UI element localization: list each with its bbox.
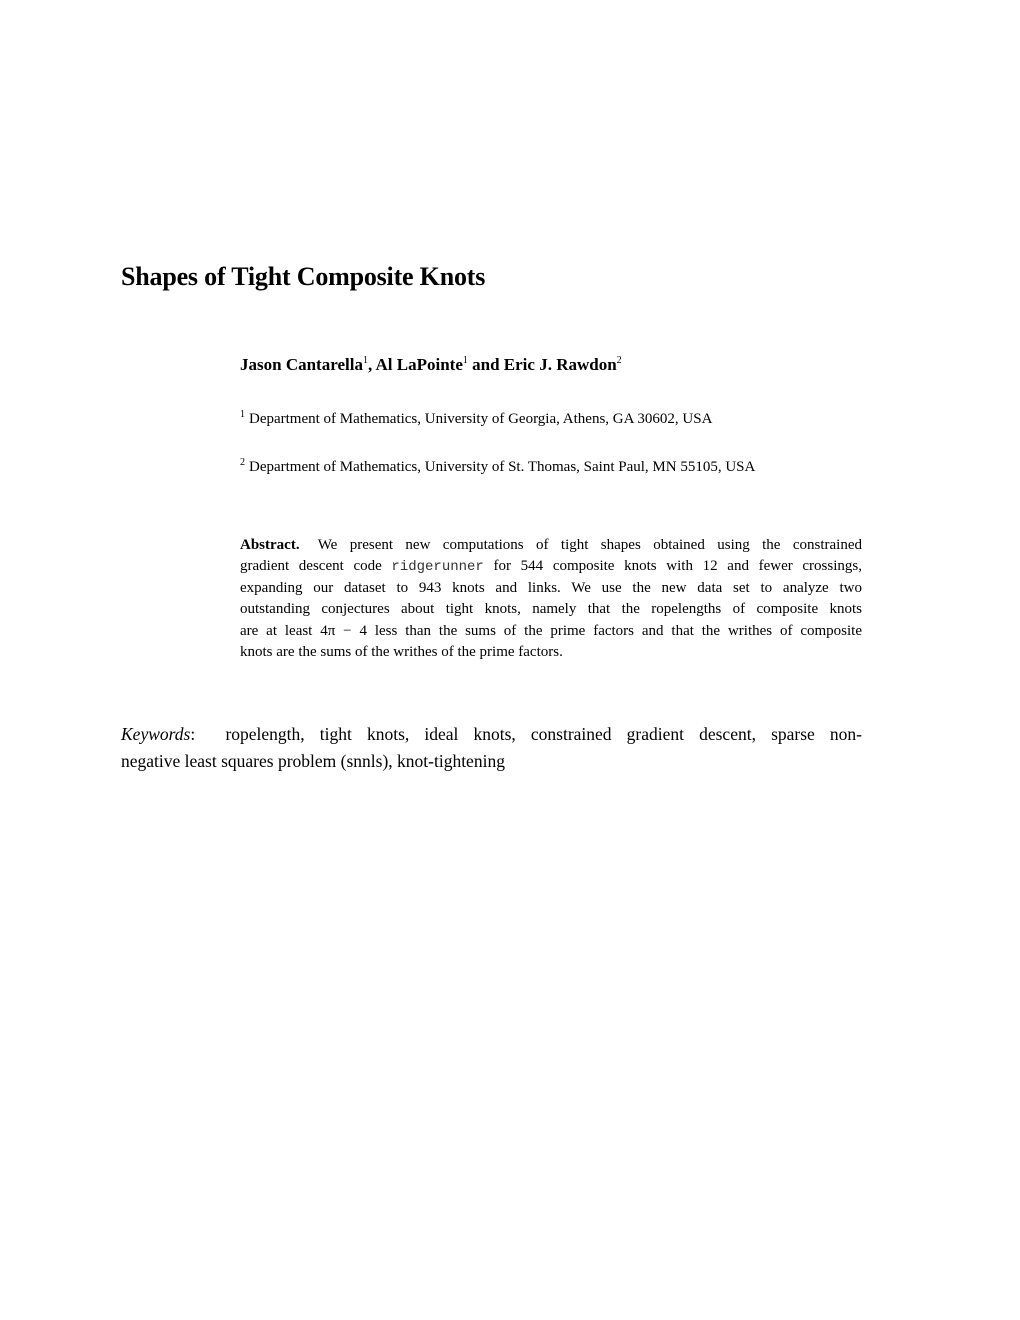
math-expression: 4π − 4 xyxy=(320,622,367,639)
affiliation-mark: 2 xyxy=(240,457,245,468)
author-name: Jason Cantarella xyxy=(240,355,363,374)
affiliation-text: Department of Mathematics, University of Georgia, Athens, GA 30602, USA xyxy=(249,411,713,427)
abstract-line xyxy=(240,556,862,577)
author-list xyxy=(240,355,622,375)
abstract-line xyxy=(240,535,862,556)
affiliation-text: Department of Mathematics, University of St. Thomas, Saint Paul, MN 55105, USA xyxy=(249,459,756,475)
abstract-text: are at least xyxy=(240,622,321,639)
affiliation-mark: 1 xyxy=(240,409,245,420)
keywords-label: Keywords xyxy=(121,724,191,744)
author-name: Al LaPointe xyxy=(375,355,463,374)
abstract-line: expanding our dataset to 943 knots and links. We use the new data set to analyze two xyxy=(240,579,862,596)
author-separator: , xyxy=(367,355,376,374)
abstract-text: less than the sums of the prime factors and that the writhes of composite xyxy=(366,622,862,639)
affiliation-marker: 1 xyxy=(462,355,468,366)
affiliation-marker: 2 xyxy=(616,355,622,366)
abstract-label: Abstract. xyxy=(240,537,300,553)
abstract-text: for 544 composite knots with 12 and fewer crossings, xyxy=(483,558,862,575)
affiliation xyxy=(240,459,755,476)
author-name: Eric J. Rawdon xyxy=(503,355,617,374)
abstract-line: knots are the sums of the writhes of the prime factors. xyxy=(240,643,563,660)
abstract-line xyxy=(240,621,862,642)
affiliation-marker: 1 xyxy=(362,355,368,366)
abstract-text: We present new computations of tight shapes obtained using the constrained xyxy=(317,537,862,553)
keywords-text: : ropelength, tight knots, ideal knots, constrained gradient descent, sparse non- xyxy=(190,724,862,744)
paper-title: Shapes of Tight Composite Knots xyxy=(121,262,486,291)
abstract-text: gradient descent code xyxy=(240,558,392,575)
keywords xyxy=(121,721,862,775)
author-separator: and xyxy=(467,355,504,374)
keywords-line xyxy=(121,721,862,748)
abstract-line: outstanding conjectures about tight knots, namely that the ropelengths of composite knots xyxy=(240,601,862,618)
code-name: ridgerunner xyxy=(391,559,484,576)
affiliation xyxy=(240,411,712,428)
abstract xyxy=(240,535,862,663)
keywords-line: negative least squares problem (snnls), knot-tightening xyxy=(121,751,505,771)
